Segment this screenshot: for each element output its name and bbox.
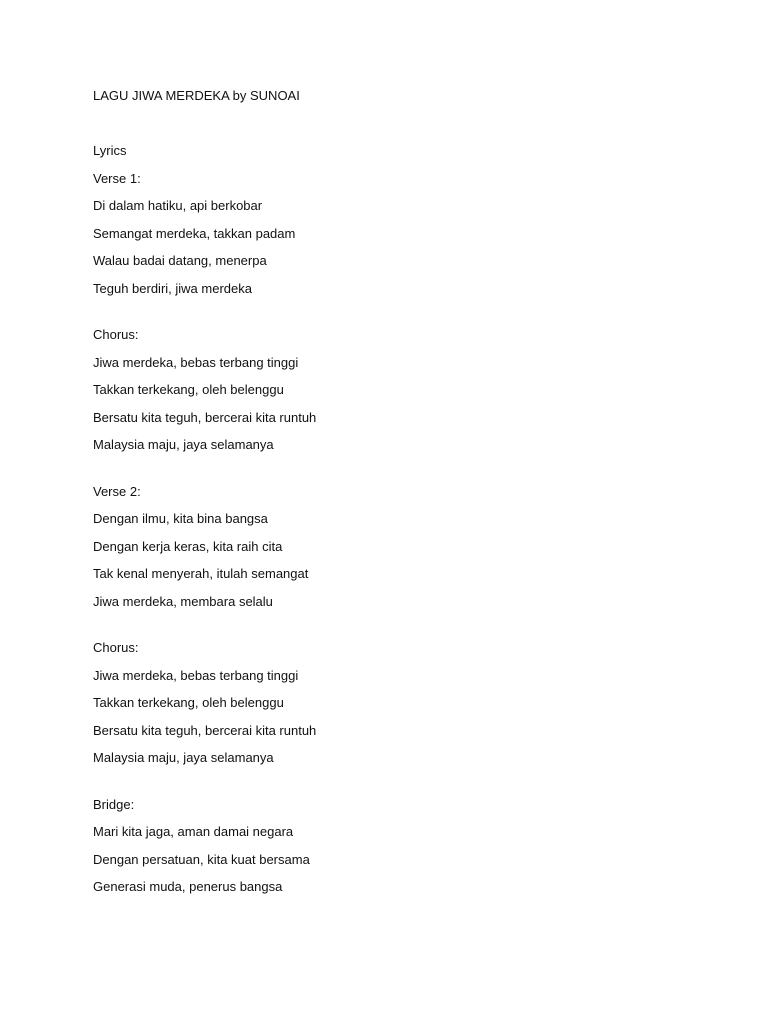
lyric-line: Dengan ilmu, kita bina bangsa (93, 511, 268, 526)
lyric-line: Dengan persatuan, kita kuat bersama (93, 851, 310, 867)
lyrics-section (93, 325, 693, 454)
section-heading: Chorus: (93, 327, 139, 342)
lyric-line: Malaysia maju, jaya selamanya (93, 437, 274, 452)
lyric-line: Di dalam hatiku, api berkobar (93, 198, 263, 213)
lyric-line: Takkan terkekang, oleh belenggu (93, 382, 284, 397)
lyrics-section (93, 795, 693, 897)
lyric-line: Malaysia maju, jaya selamanya (93, 750, 274, 765)
lyrics-sections (93, 169, 693, 897)
document-body (93, 86, 693, 905)
lyric-line: Jiwa merdeka, membara selalu (93, 593, 273, 609)
lyric-line: Jiwa merdeka, bebas terbang tinggi (93, 354, 299, 370)
lyric-line: Walau badai datang, menerpa (93, 253, 267, 268)
lyrics-label: Lyrics (93, 143, 127, 158)
section-heading: Verse 2: (93, 483, 141, 499)
lyric-line: Takkan terkekang, oleh belenggu (93, 695, 284, 710)
lyric-line: Teguh berdiri, jiwa merdeka (93, 280, 252, 296)
section-heading: Bridge: (93, 796, 135, 812)
lyric-line: Jiwa merdeka, bebas terbang tinggi (93, 667, 299, 683)
lyrics-section (93, 638, 693, 767)
lyrics-section (93, 169, 693, 298)
lyric-line: Mari kita jaga, aman damai negara (93, 824, 294, 839)
lyric-line: Tak kenal menyerah, itulah semangat (93, 566, 309, 581)
lyric-line: Semangat merdeka, takkan padam (93, 225, 296, 241)
document-title: LAGU JIWA MERDEKA by SUNOAI (93, 88, 300, 103)
lyric-line: Bersatu kita teguh, bercerai kita runtuh (93, 722, 317, 738)
lyric-line: Generasi muda, penerus bangsa (93, 879, 283, 894)
section-heading: Chorus: (93, 640, 139, 655)
lyric-line: Bersatu kita teguh, bercerai kita runtuh (93, 409, 317, 425)
section-heading: Verse 1: (93, 170, 141, 186)
lyrics-section (93, 482, 693, 611)
lyric-line: Dengan kerja keras, kita raih cita (93, 538, 283, 554)
